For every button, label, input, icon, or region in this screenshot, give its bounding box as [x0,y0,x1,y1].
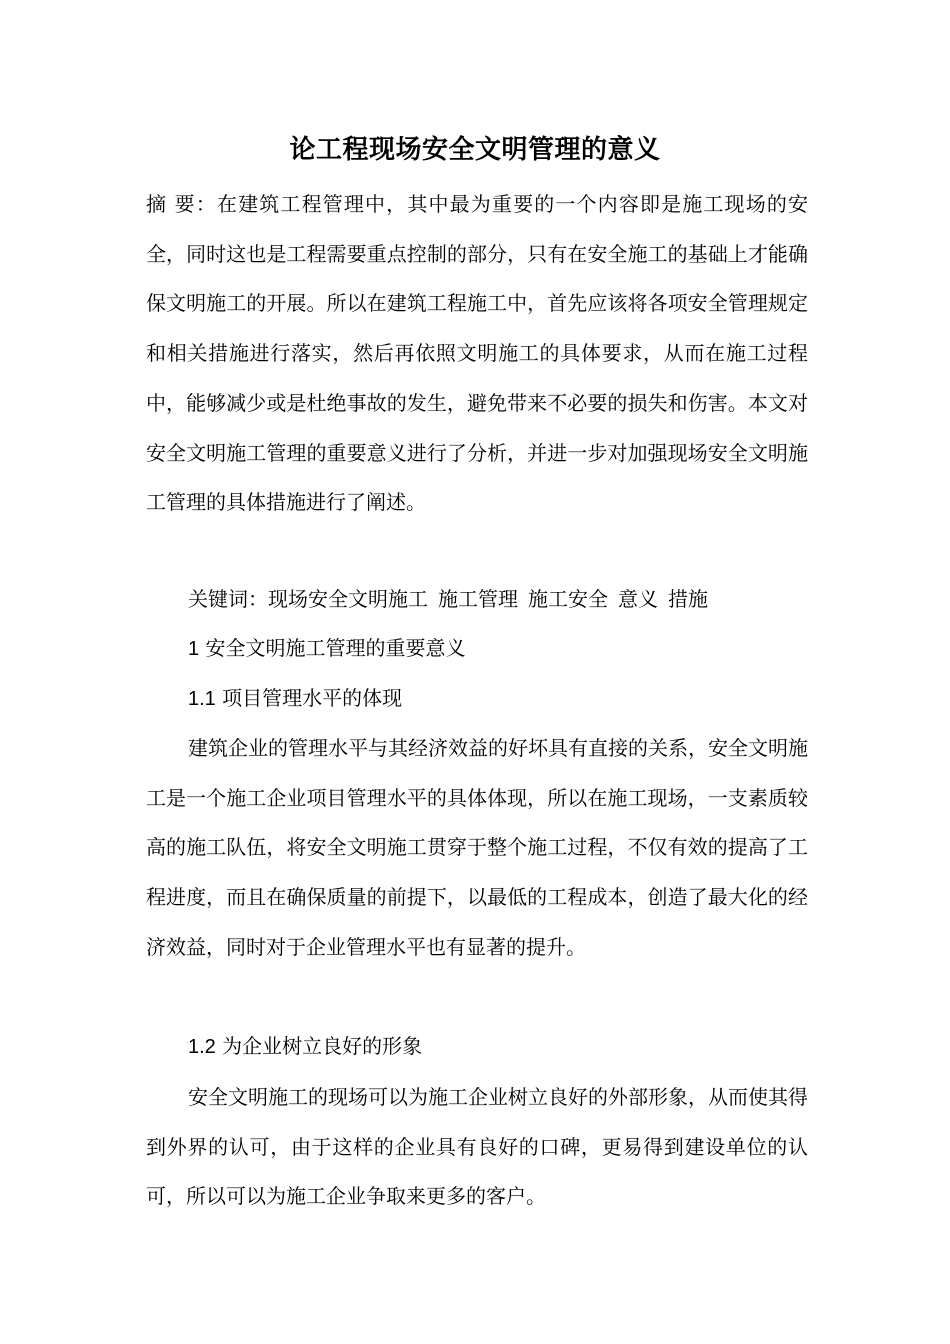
section-1-heading [188,633,465,664]
section-title: 安全文明施工管理的重要意义 [205,636,466,660]
section-number: 1 [188,638,200,660]
abstract-label: 摘 要： [146,192,217,216]
section-title: 为企业树立良好的形象 [222,1034,423,1058]
section-1-1-heading [188,683,402,714]
document-title: 论工程现场安全文明管理的意义 [289,135,661,165]
keywords-label: 关键词： [188,587,268,611]
section-number: 1.1 [188,688,216,710]
section-1-2-paragraph: 安全文明施工的现场可以为施工企业树立良好的外部形象，从而使其得到外界的认可，由于这样的企业具有良好的口碑，更易得到建设单位的认可，所以可以为施工企业争取来更多的客户。 [146,1085,808,1209]
section-number: 1.2 [188,1036,216,1058]
section-1-1-paragraph: 建筑企业的管理水平与其经济效益的好坏具有直接的关系，安全文明施工是一个施工企业项目管理水平的具体体现，所以在施工现场，一支素质较高的施工队伍，将安全文明施工贯穿于整个施工过程，不仅有效的提高了工程进度，而且在确保质量的前提下，以最低的工程成本，创造了最大化的经济效益，同时对于企业管理水平也有显著的提升。 [146,736,808,959]
abstract-text: 在建筑工程管理中，其中最为重要的一个内容即是施工现场的安全，同时这也是工程需要重点控制的部分，只有在安全施工的基础上才能确保文明施工的开展。所以在建筑工程施工中，首先应该将各项安全管理规定和相关措施进行落实，然后再依照文明施工的具体要求，从而在施工过程中，能够减少或是杜绝事故的发生，避免带来不必要的损失和伤害。本文对安全文明施工管理的重要意义进行了分析，并进一步对加强现场安全文明施工管理的具体措施进行了阐述。 [146,192,809,515]
keyword-item: 施工安全 [528,587,608,611]
section-title: 项目管理水平的体现 [222,686,403,710]
keyword-item: 意义 [618,587,658,611]
section-1-2-heading [188,1031,422,1062]
keywords-line [188,584,718,614]
keyword-item: 措施 [668,587,708,611]
keyword-item: 现场安全文明施工 [268,587,428,611]
abstract-paragraph [146,180,808,528]
keyword-item: 施工管理 [438,587,518,611]
